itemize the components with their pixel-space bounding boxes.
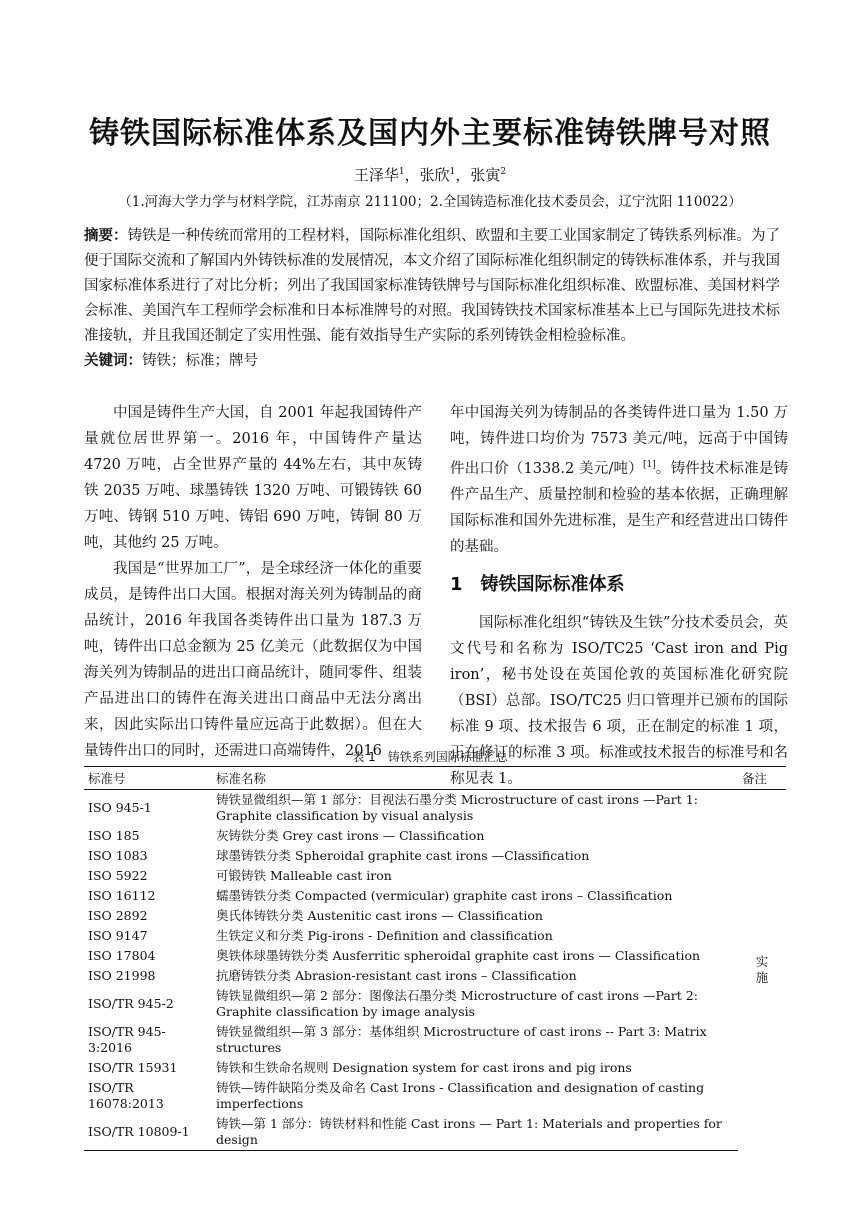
citation-ref: [1] [642,460,656,470]
table-row [84,1058,786,1078]
standard-name-cell: 奥氏体铸铁分类 Austenitic cast irons — Classification [216,908,543,923]
standard-name-cell: 铸铁—铸件缺陷分类及命名 Cast Irons - Classification and designation of casting imperfections [216,1080,705,1111]
body-paragraph-continued [450,400,788,560]
abstract-text: 铸铁是一种传统而常用的工程材料，国际标准化组织、欧盟和主要工业国家制定了铸铁系列标准。为了便于国际交流和了解国内外铸铁标准的发展情况，本文介绍了国际标准化组织制定的铸铁标准体系，并与我国国家标准体系进行了对比分析；列出了我国国家标准铸铁牌号与国际标准化组织标准、欧盟标准、美国材料学会标准、美国汽车工程师学会标准和日本标准牌号的对照。我国铸铁技术国家标准基本上已与国际先进技术标准接轨，并且我国还制定了实用性强、能有效指导生产实际的系列铸铁金相检验标准。 [84,228,780,344]
author-name: 张寅 [470,166,501,184]
remark-cell [738,790,786,1151]
keywords-text: 铸铁；标准；牌号 [142,353,258,369]
standard-number-cell: ISO/TR 16078:2013 [88,1080,164,1111]
table-header-row [84,767,786,790]
author-name: 张欣 [419,166,450,184]
standard-name-cell: 奥铁体球墨铸铁分类 Ausferritic spheroidal graphite cast irons — Classification [216,948,701,963]
body-text: 年中国海关列为铸制品的各类铸件进口量为 1.50 万吨，铸件进口均价为 7573 美元/吨，远高于中国铸件出口价（1338.2 美元/吨） [450,405,788,477]
body-text: 。铸件技术标准是铸件产品生产、质量控制和检验的基本依据，正确理解国际标准和国外先进标准，是生产和经营进出口铸件的基础。 [450,460,789,555]
standard-name-cell: 铸铁显微组织—第 2 部分：图像法石墨分类 Microstructure of cast irons —Part 2: Graphite classification by image analysis [216,988,698,1019]
standard-number-cell: ISO 9147 [88,928,148,943]
section-heading: 1 铸铁国际标准体系 [450,573,625,595]
table-row [84,846,786,866]
table-row [84,1114,786,1151]
paper-title: 铸铁国际标准体系及国内外主要标准铸铁牌号对照 [89,116,771,151]
author-name: 王泽华 [353,166,399,184]
standard-name-cell: 球墨铸铁分类 Spheroidal graphite cast irons —Classification [216,848,590,863]
table-row [84,1078,786,1114]
header-standard-name: 标准名称 [212,767,738,790]
table-row [84,886,786,906]
standard-number-cell: ISO/TR 15931 [88,1060,178,1075]
standard-name-cell: 蠕墨铸铁分类 Compacted (vermicular) graphite cast irons – Classification [216,888,673,903]
standard-number-cell: ISO 945-1 [88,800,152,815]
author-affiliation-mark: 1 [449,167,456,177]
standard-number-cell: ISO 185 [88,828,140,843]
header-standard-number: 标准号 [84,767,212,790]
table-row [84,906,786,926]
standard-number-cell: ISO 21998 [88,968,156,983]
body-paragraph: 我国是“世界加工厂”，是全球经济一体化的重要成员，是铸件出口大国。根据对海关列为铸制品的商品统计，2016 年我国各类铸件出口量为 187.3 万吨，铸件出口总金额为 25 亿美元（此数据仅为中国海关列为铸制品的进出口商品统计，随同零件、组装产品进出口的铸件在海关进出口商品中无法分离出来，因此实际出口铸件量应远高于此数据）。但在大量铸件出口的同时，还需进口高端铸件，2016 [84,561,422,759]
abstract-label: 摘要： [84,228,128,244]
table-row [84,926,786,946]
keywords-paragraph [84,349,786,374]
table-row [84,946,786,966]
standard-number-cell: ISO 16112 [88,888,156,903]
body-column-left [84,400,422,764]
standard-number-cell: ISO/TR 945-2 [88,996,174,1011]
standard-number-cell: ISO 5922 [88,868,148,883]
standard-name-cell: 铸铁—第 1 部分：铸铁材料和性能 Cast irons — Part 1: Materials and properties for design [212,1114,738,1151]
table-row [84,826,786,846]
table-caption: 表 1 铸铁系列国际标准汇总 [352,750,508,764]
standard-name-cell: 铸铁显微组织—第 3 部分：基体组织 Microstructure of cast irons -- Part 3: Matrix structures [216,1024,707,1055]
standard-name-cell: 铸铁和生铁命名规则 Designation system for cast irons and pig irons [216,1060,632,1075]
standard-number-cell: ISO/TR 945-3:2016 [88,1024,166,1055]
remark-text: 实 [755,954,769,970]
abstract-paragraph [84,224,786,349]
author-line: 王泽华$^1$，张欣$^1$，张寅$^2$ [353,166,507,184]
body-paragraph: 中国是铸件生产大国，自 2001 年起我国铸件产量就位居世界第一。2016 年，中国铸件产量达 4720 万吨，占全世界产量的 44%左右，其中灰铸铁 2035 万吨、球墨铸铁 1320 万吨、可锻铸铁 60 万吨、铸钢 510 万吨、铸铝 690 万吨，铸铜 80 万吨，其他约 25 万吨。 [84,405,422,551]
standard-number-cell: ISO 17804 [88,948,156,963]
table-row [84,986,786,1022]
standards-table [84,766,786,1151]
abstract-block [84,224,786,374]
table-row [84,866,786,886]
table-row [84,966,786,986]
author-affiliation-mark: 2 [500,167,507,177]
header-remark: 备注 [738,767,786,790]
standard-name-cell: 生铁定义和分类 Pig-irons - Definition and classification [216,928,553,943]
body-column-right [450,400,788,792]
keywords-label: 关键词： [84,353,142,369]
affiliation-line: （1.河海大学力学与材料学院，江苏南京 211100；2.全国铸造标准化技术委员会，辽宁沈阳 110022） [118,194,742,210]
standard-name-cell: 可锻铸铁 Malleable cast iron [216,868,392,883]
table-row [84,1022,786,1058]
standard-number-cell: ISO/TR 10809-1 [84,1114,212,1151]
standard-number-cell: ISO 1083 [88,848,148,863]
body-paragraph: 国际标准化组织“铸铁及生铁”分技术委员会，英文代号和名称为 ISO/TC25 ‘Cast iron and Pig iron’，秘书处设在英国伦敦的英国标准化研究院（BSI）总部。ISO/TC25 归口管理并已颁布的国际标准 9 项、技术报告 6 项，正在制定的标准 1 项，正在修订的标准 3 项。标准或技术报告的标准号和名称见表 1。 [450,614,788,787]
author-affiliation-mark: 1 [398,167,405,177]
standard-name-cell: 灰铸铁分类 Grey cast irons — Classification [216,828,485,843]
standard-name-cell: 铸铁显微组织—第 1 部分：目视法石墨分类 Microstructure of cast irons —Part 1: Graphite classification by visual analysis [216,792,698,823]
remark-text: 施 [755,970,769,986]
table-row [84,790,786,827]
standard-name-cell: 抗磨铸铁分类 Abrasion-resistant cast irons – Classification [216,968,577,983]
standard-number-cell: ISO 2892 [88,908,148,923]
